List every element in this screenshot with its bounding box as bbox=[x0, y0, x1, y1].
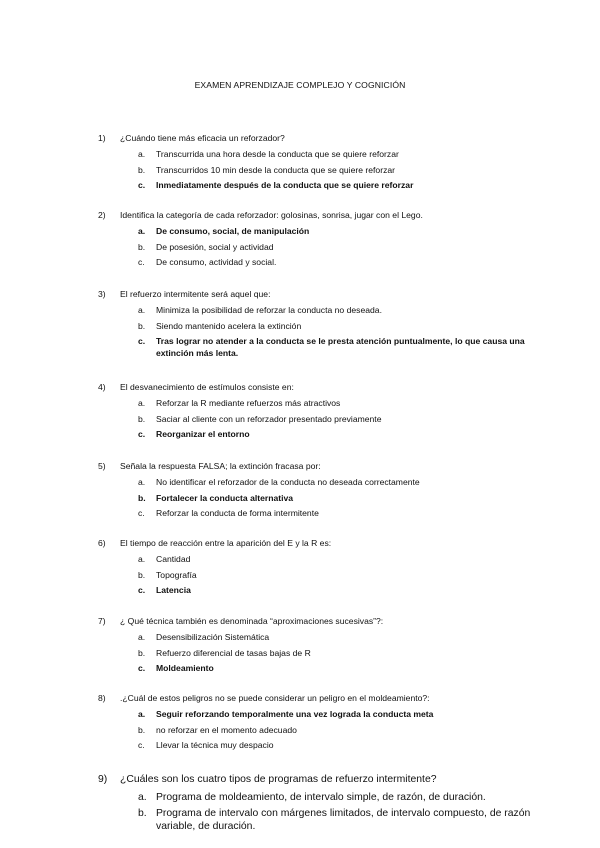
answer-option-correct bbox=[98, 584, 560, 596]
answer-option-correct bbox=[98, 708, 560, 720]
option-letter: c. bbox=[138, 740, 145, 750]
answer-option bbox=[98, 507, 560, 519]
answer-option bbox=[98, 791, 560, 805]
answer-options bbox=[98, 631, 560, 674]
question-prompt: ¿Cuándo tiene más eficacia un reforzador? bbox=[120, 133, 285, 143]
question-number: 7) bbox=[98, 616, 106, 626]
question-prompt: .¿Cuál de estos peligros no se puede considerar un peligro en el moldeamiento?: bbox=[120, 693, 430, 703]
option-letter: b. bbox=[138, 241, 146, 252]
question-number: 5) bbox=[98, 461, 106, 471]
answer-option bbox=[98, 304, 560, 316]
option-text: Desensibilización Sistemática bbox=[156, 632, 270, 642]
option-letter: b. bbox=[138, 413, 146, 424]
question-9 bbox=[98, 773, 560, 836]
answer-option bbox=[98, 631, 560, 643]
option-letter: c. bbox=[138, 257, 145, 267]
answer-options bbox=[98, 708, 560, 751]
question-7 bbox=[98, 615, 560, 678]
option-text: no reforzar en el momento adecuado bbox=[156, 724, 297, 735]
option-text: Inmediatamente después de la conducta que se quiere reforzar bbox=[156, 180, 414, 190]
option-letter: a. bbox=[138, 149, 146, 159]
option-text: Topografía bbox=[156, 569, 197, 580]
answer-option bbox=[98, 807, 560, 834]
answer-option bbox=[98, 476, 560, 488]
answer-option bbox=[98, 397, 560, 409]
option-letter: b. bbox=[138, 647, 146, 658]
option-text: Latencia bbox=[156, 585, 191, 595]
option-text: Cantidad bbox=[156, 554, 191, 564]
question-text bbox=[98, 209, 560, 221]
option-letter: c. bbox=[138, 585, 146, 595]
question-number: 4) bbox=[98, 382, 106, 392]
option-letter: c. bbox=[138, 180, 146, 190]
option-text: Refuerzo diferencial de tasas bajas de R bbox=[156, 647, 311, 658]
option-text: Reforzar la R mediante refuerzos más atractivos bbox=[156, 398, 341, 408]
option-text: Transcurrida una hora desde la conducta que se quiere reforzar bbox=[156, 149, 399, 159]
answer-option bbox=[98, 553, 560, 565]
question-text bbox=[98, 288, 560, 300]
option-text: Seguir reforzando temporalmente una vez lograda la conducta meta bbox=[156, 709, 434, 719]
option-text: Saciar al cliente con un reforzador presentado previamente bbox=[156, 413, 382, 424]
answer-options bbox=[98, 304, 560, 359]
answer-option bbox=[98, 647, 560, 659]
option-letter: a. bbox=[138, 554, 146, 564]
option-text: De consumo, actividad y social. bbox=[156, 257, 277, 267]
question-prompt: Identifica la categoría de cada reforzador: golosinas, sonrisa, jugar con el Lego. bbox=[120, 210, 423, 220]
answer-options bbox=[98, 553, 560, 596]
answer-options bbox=[98, 791, 560, 834]
option-text: Programa de moldeamiento, de intervalo simple, de razón, de duración. bbox=[156, 792, 486, 803]
option-text: De consumo, social, de manipulación bbox=[156, 226, 310, 236]
question-prompt: ¿Cuáles son los cuatro tipos de programas de refuerzo intermitente? bbox=[120, 774, 437, 785]
option-text: Reorganizar el entorno bbox=[156, 429, 250, 439]
question-text bbox=[98, 615, 560, 627]
option-text: Reforzar la conducta de forma intermitente bbox=[156, 508, 319, 518]
question-prompt: ¿ Qué técnica también es denominada “aproximaciones sucesivas”?: bbox=[120, 616, 384, 626]
option-letter: c. bbox=[138, 429, 146, 439]
question-text bbox=[98, 537, 560, 549]
question-number: 9) bbox=[98, 774, 108, 785]
option-letter: c. bbox=[138, 508, 145, 518]
question-number: 3) bbox=[98, 289, 106, 299]
option-letter: b. bbox=[138, 807, 147, 819]
option-text: Llevar la técnica muy despacio bbox=[156, 740, 274, 750]
option-text: Fortalecer la conducta alternativa bbox=[156, 492, 294, 503]
answer-option bbox=[98, 241, 560, 253]
option-text: Moldeamiento bbox=[156, 663, 214, 673]
answer-option bbox=[98, 164, 560, 176]
question-prompt: El tiempo de reacción entre la aparición del E y la R es: bbox=[120, 538, 332, 548]
question-number: 6) bbox=[98, 538, 106, 548]
option-text: Tras lograr no atender a la conducta se le presta atención puntualmente, lo que causa una extinción más lenta. bbox=[156, 336, 525, 358]
answer-option-correct bbox=[98, 492, 560, 504]
option-letter: c. bbox=[138, 663, 146, 673]
answer-option bbox=[98, 320, 560, 332]
option-letter: c. bbox=[138, 336, 146, 346]
option-letter: b. bbox=[138, 320, 146, 331]
question-number: 2) bbox=[98, 210, 106, 220]
option-letter: a. bbox=[138, 226, 146, 236]
option-letter: a. bbox=[138, 477, 146, 487]
option-letter: a. bbox=[138, 709, 146, 719]
question-text bbox=[98, 460, 560, 472]
question-number: 1) bbox=[98, 133, 106, 143]
answer-option bbox=[98, 569, 560, 581]
answer-option-correct bbox=[98, 225, 560, 237]
question-3 bbox=[98, 288, 560, 363]
answer-option bbox=[98, 148, 560, 160]
question-prompt: El desvanecimiento de estímulos consiste en: bbox=[120, 382, 294, 392]
question-6 bbox=[98, 537, 560, 600]
answer-option-correct bbox=[98, 428, 560, 440]
option-letter: b. bbox=[138, 164, 146, 175]
option-letter: a. bbox=[138, 305, 146, 315]
option-letter: a. bbox=[138, 632, 146, 642]
answer-options bbox=[98, 148, 560, 191]
answer-option bbox=[98, 256, 560, 268]
answer-option-correct bbox=[98, 662, 560, 674]
option-letter: b. bbox=[138, 492, 146, 503]
question-8 bbox=[98, 692, 560, 755]
option-letter: a. bbox=[138, 398, 146, 408]
answer-option bbox=[98, 739, 560, 751]
question-1 bbox=[98, 132, 560, 195]
option-text: No identificar el reforzador de la conducta no deseada correctamente bbox=[156, 477, 420, 487]
option-letter: b. bbox=[138, 569, 146, 580]
option-text: Programa de intervalo con márgenes limitados, de intervalo compuesto, de razón variable, de duración. bbox=[156, 807, 531, 832]
question-text bbox=[98, 132, 560, 144]
option-letter: a. bbox=[138, 792, 147, 803]
option-text: Siendo mantenido acelera la extinción bbox=[156, 320, 302, 331]
question-4 bbox=[98, 381, 560, 444]
option-text: Minimiza la posibilidad de reforzar la conducta no deseada. bbox=[156, 305, 382, 315]
question-text bbox=[98, 692, 560, 704]
option-text: De posesión, social y actividad bbox=[156, 241, 274, 252]
answer-option bbox=[98, 724, 560, 736]
question-text bbox=[98, 381, 560, 393]
answer-option-correct bbox=[98, 179, 560, 191]
answer-option-correct bbox=[98, 335, 560, 359]
question-5 bbox=[98, 460, 560, 523]
answer-options bbox=[98, 476, 560, 519]
answer-options bbox=[98, 397, 560, 440]
question-prompt: El refuerzo intermitente será aquel que: bbox=[120, 289, 271, 299]
option-letter: b. bbox=[138, 724, 146, 735]
answer-options bbox=[98, 225, 560, 268]
question-2 bbox=[98, 209, 560, 272]
exam-title: EXAMEN APRENDIZAJE COMPLEJO Y COGNICIÓN bbox=[194, 80, 406, 90]
question-number: 8) bbox=[98, 693, 106, 703]
answer-option bbox=[98, 413, 560, 425]
question-prompt: Señala la respuesta FALSA; la extinción fracasa por: bbox=[120, 461, 321, 471]
option-text: Transcurridos 10 min desde la conducta que se quiere reforzar bbox=[156, 164, 396, 175]
question-text bbox=[98, 773, 560, 787]
